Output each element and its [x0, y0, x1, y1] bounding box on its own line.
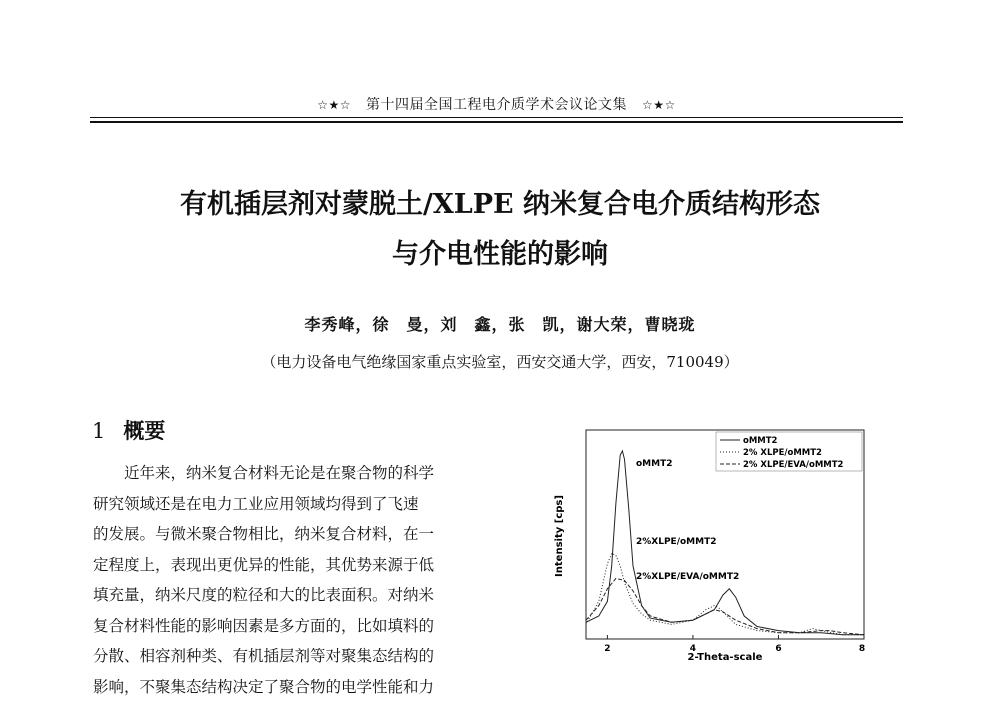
section-number: 1 — [92, 419, 105, 443]
body-line: 分散、相容剂种类、有机插层剂等对聚集态结构的 — [93, 641, 483, 672]
header-rule-thick — [90, 121, 903, 123]
legend — [716, 432, 862, 471]
affiliation: （电力设备电气绝缘国家重点实验室，西安交通大学，西安，710049） — [0, 351, 1000, 372]
body-line: 复合材料性能的影响因素是多方面的，比如填料的 — [93, 611, 483, 642]
series-line-2 — [586, 578, 864, 634]
series-line-1 — [586, 553, 864, 635]
annotation-xlpe-eva: 2%XLPE/EVA/oMMT2 — [636, 572, 739, 582]
annotation-xlpe: 2%XLPE/oMMT2 — [636, 537, 716, 547]
y-axis-label: Intensity [cps] — [554, 495, 565, 577]
body-line: 研究领域还是在电力工业应用领域均得到了飞速 — [93, 489, 483, 520]
paper-title-line-1: 有机插层剂对蒙脱土/XLPE 纳米复合电介质结构形态 — [0, 182, 1000, 228]
series-line-0 — [586, 451, 864, 635]
legend-label-ommt2: oMMT2 — [743, 436, 778, 446]
xrd-figure — [548, 424, 870, 679]
body-line: 影响，不聚集态结构决定了聚合物的电学性能和力 — [93, 672, 483, 702]
header-stars-left: ☆★☆ — [317, 98, 351, 112]
x-tick-label: 2 — [604, 644, 610, 654]
x-tick-label: 6 — [775, 644, 781, 654]
xrd-chart — [548, 424, 870, 679]
body-line: 定程度上，表现出更优异的性能，其优势来源于低 — [93, 550, 483, 581]
legend-label-xlpe: 2% XLPE/oMMT2 — [743, 448, 822, 458]
x-tick-label: 4 — [690, 644, 696, 654]
section-heading — [92, 415, 165, 445]
body-line: 填充量，纳米尺度的粒径和大的比表面积。对纳米 — [93, 580, 483, 611]
legend-label-xlpe-eva: 2% XLPE/EVA/oMMT2 — [743, 460, 844, 470]
x-tick-label: 8 — [859, 644, 865, 654]
header-stars-right: ☆★☆ — [642, 98, 676, 112]
section-title: 概要 — [123, 418, 165, 443]
body-line: 近年来，纳米复合材料无论是在聚合物的科学 — [93, 458, 483, 489]
header-rule-thin — [90, 117, 903, 118]
body-text — [93, 458, 483, 702]
x-axis-label: 2-Theta-scale — [688, 652, 763, 663]
running-header — [90, 94, 903, 114]
header-text: 第十四届全国工程电介质学术会议论文集 — [366, 97, 627, 113]
body-line: 的发展。与微米聚合物相比，纳米复合材料，在一 — [93, 519, 483, 550]
authors: 李秀峰，徐 曼，刘 鑫，张 凯，谢大荣，曹晓珑 — [0, 312, 1000, 335]
annotation-ommt2: oMMT2 — [636, 459, 673, 469]
paper-title-line-2: 与介电性能的影响 — [0, 232, 1000, 278]
